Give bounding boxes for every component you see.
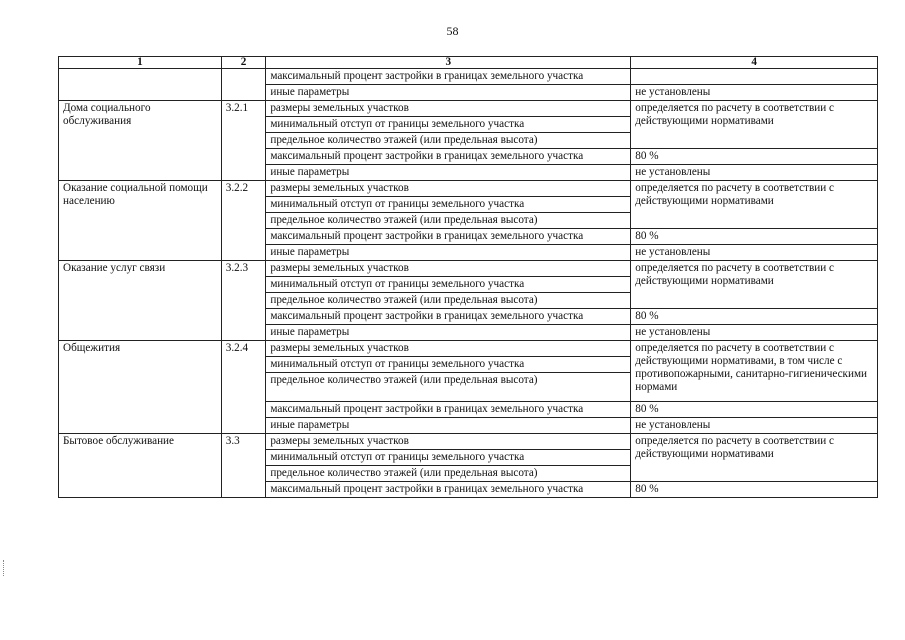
param-cell: размеры земельных участков <box>266 181 631 197</box>
value-cell: 80 % <box>631 309 878 325</box>
value-cell: не установлены <box>631 245 878 261</box>
param-cell: размеры земельных участков <box>266 434 631 450</box>
value-cell: не установлены <box>631 325 878 341</box>
header-row <box>59 57 878 69</box>
param-cell: предельное количество этажей (или предельная высота) <box>266 293 631 309</box>
value-cell: не установлены <box>631 418 878 434</box>
param-cell: максимальный процент застройки в границах земельного участка <box>266 309 631 325</box>
value-cell <box>631 69 878 85</box>
param-cell: минимальный отступ от границы земельного участка <box>266 117 631 133</box>
value-cell: определяется по расчету в соответствии с действующими нормативами <box>631 434 878 482</box>
use-name-cell <box>59 69 222 101</box>
use-code-cell <box>221 69 266 101</box>
param-cell: предельное количество этажей (или предельная высота) <box>266 133 631 149</box>
table-row <box>59 181 878 197</box>
use-code-cell: 3.2.3 <box>221 261 266 341</box>
table-row <box>59 434 878 450</box>
param-cell: минимальный отступ от границы земельного участка <box>266 277 631 293</box>
param-cell: размеры земельных участков <box>266 341 631 357</box>
header-col-4: 4 <box>631 57 878 69</box>
param-cell: максимальный процент застройки в границах земельного участка <box>266 229 631 245</box>
param-cell: размеры земельных участков <box>266 261 631 277</box>
param-cell: максимальный процент застройки в границах земельного участка <box>266 402 631 418</box>
use-code-cell: 3.2.2 <box>221 181 266 261</box>
header-col-3: 3 <box>266 57 631 69</box>
param-cell: иные параметры <box>266 418 631 434</box>
use-code-cell: 3.2.1 <box>221 101 266 181</box>
value-cell: определяется по расчету в соответствии с действующими нормативами <box>631 101 878 149</box>
use-name-cell: Бытовое обслуживание <box>59 434 222 498</box>
value-cell: определяется по расчету в соответствии с действующими нормативами <box>631 181 878 229</box>
table-row <box>59 341 878 357</box>
use-name-cell: Дома социального обслуживания <box>59 101 222 181</box>
value-cell: 80 % <box>631 149 878 165</box>
param-cell: иные параметры <box>266 165 631 181</box>
param-cell: иные параметры <box>266 245 631 261</box>
use-name-cell: Оказание социальной помощи населению <box>59 181 222 261</box>
param-cell: минимальный отступ от границы земельного участка <box>266 450 631 466</box>
param-cell: максимальный процент застройки в границах земельного участка <box>266 482 631 498</box>
value-cell: определяется по расчету в соответствии с действующими нормативами, в том числе с противопожарными, санитарно-гигиеническими нормами <box>631 341 878 402</box>
header-col-1: 1 <box>59 57 222 69</box>
regulations-table <box>58 56 878 498</box>
use-name-cell: Оказание услуг связи <box>59 261 222 341</box>
value-cell: 80 % <box>631 229 878 245</box>
table-row <box>59 261 878 277</box>
param-cell: иные параметры <box>266 85 631 101</box>
value-cell: не установлены <box>631 85 878 101</box>
param-cell: предельное количество этажей (или предельная высота) <box>266 466 631 482</box>
page-number: 58 <box>446 24 459 38</box>
value-cell: не установлены <box>631 165 878 181</box>
param-cell: минимальный отступ от границы земельного участка <box>266 357 631 373</box>
param-cell: иные параметры <box>266 325 631 341</box>
value-cell: 80 % <box>631 482 878 498</box>
scan-margin-mark <box>3 560 6 576</box>
param-cell: предельное количество этажей (или предельная высота) <box>266 213 631 229</box>
param-cell: предельное количество этажей (или предельная высота) <box>266 373 631 402</box>
use-code-cell: 3.2.4 <box>221 341 266 434</box>
value-cell: определяется по расчету в соответствии с действующими нормативами <box>631 261 878 309</box>
use-name-cell: Общежития <box>59 341 222 434</box>
param-cell: максимальный процент застройки в границах земельного участка <box>266 69 631 85</box>
param-cell: максимальный процент застройки в границах земельного участка <box>266 149 631 165</box>
value-cell: 80 % <box>631 402 878 418</box>
table-row <box>59 69 878 85</box>
header-col-2: 2 <box>221 57 266 69</box>
table-row <box>59 101 878 117</box>
param-cell: размеры земельных участков <box>266 101 631 117</box>
use-code-cell: 3.3 <box>221 434 266 498</box>
param-cell: минимальный отступ от границы земельного участка <box>266 197 631 213</box>
